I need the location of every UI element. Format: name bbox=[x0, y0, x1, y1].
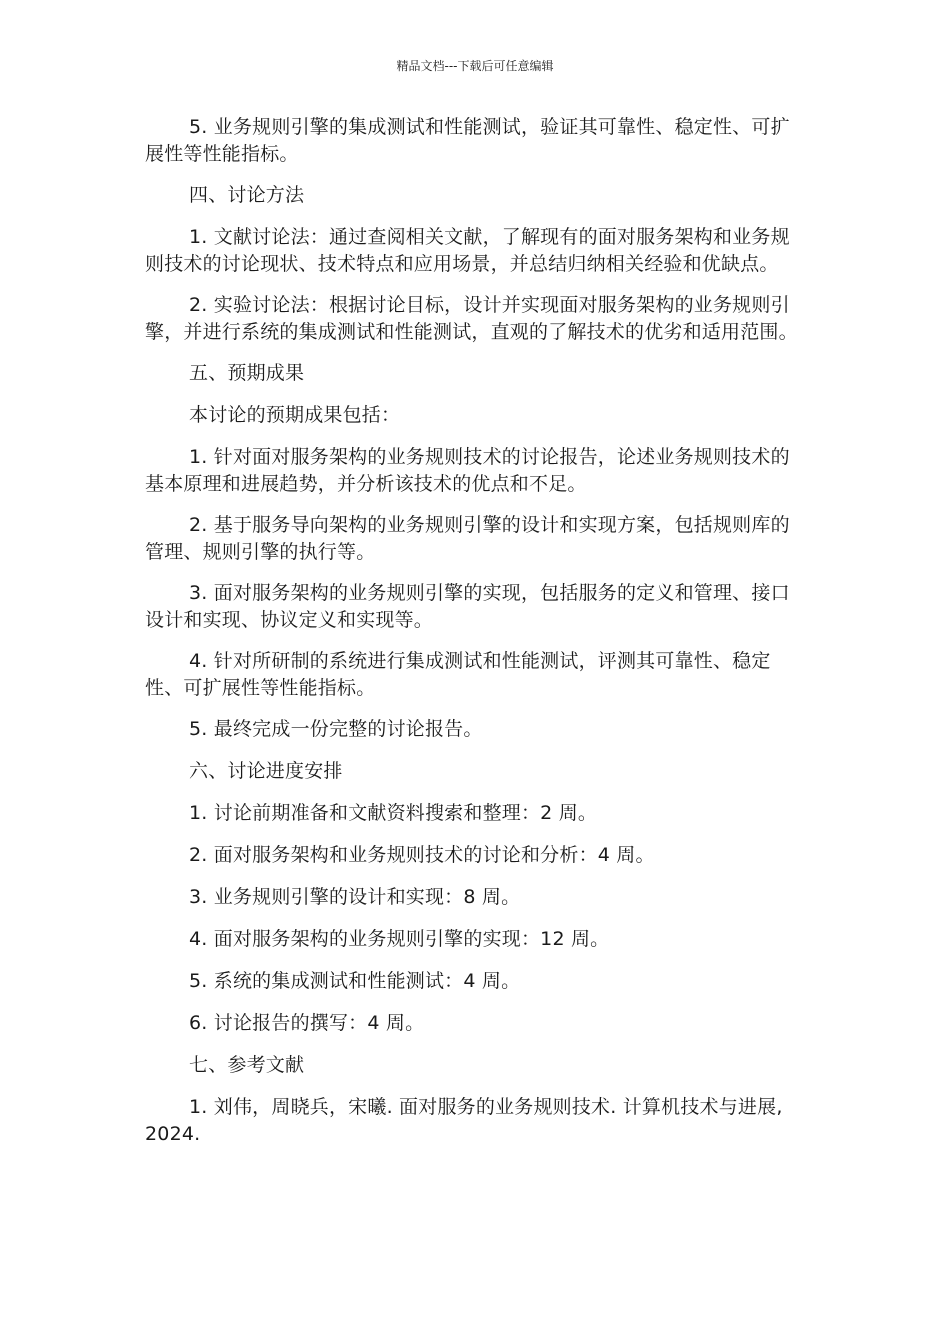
section-heading: 七、参考文献 bbox=[189, 1054, 305, 1076]
paragraph: 2. 基于服务导向架构的业务规则引擎的设计和实现方案，包括规则库的管理、规则引擎的执行等。 bbox=[145, 514, 790, 563]
list-item: 2. 面对服务架构和业务规则技术的讨论和分析：4 周。 bbox=[189, 844, 655, 866]
paragraph: 本讨论的预期成果包括： bbox=[189, 404, 401, 426]
list-item: 3. 业务规则引擎的设计和实现：8 周。 bbox=[189, 886, 521, 908]
section-heading: 四、讨论方法 bbox=[189, 184, 305, 206]
page-header: 精品文档---下载后可任意编辑 bbox=[396, 59, 554, 73]
list-item: 1. 讨论前期准备和文献资料搜索和整理：2 周。 bbox=[189, 802, 598, 824]
paragraph: 3. 面对服务架构的业务规则引擎的实现，包括服务的定义和管理、接口设计和实现、协议定义和实现等。 bbox=[145, 582, 790, 631]
section-heading: 五、预期成果 bbox=[189, 362, 305, 384]
reference-item: 1. 刘伟，周晓兵，宋曦. 面对服务的业务规则技术. 计算机技术与进展, 2024. bbox=[145, 1096, 783, 1145]
paragraph: 1. 文献讨论法：通过查阅相关文献，了解现有的面对服务架构和业务规则技术的讨论现状、技术特点和应用场景，并总结归纳相关经验和优缺点。 bbox=[145, 226, 790, 275]
paragraph: 1. 针对面对服务架构的业务规则技术的讨论报告，论述业务规则技术的基本原理和进展趋势，并分析该技术的优点和不足。 bbox=[145, 446, 790, 495]
list-item: 6. 讨论报告的撰写：4 周。 bbox=[189, 1012, 425, 1034]
paragraph: 5. 最终完成一份完整的讨论报告。 bbox=[189, 718, 483, 740]
paragraph: 2. 实验讨论法：根据讨论目标，设计并实现面对服务架构的业务规则引擎，并进行系统的集成测试和性能测试，直观的了解技术的优劣和适用范围。 bbox=[145, 294, 798, 343]
list-item: 5. 系统的集成测试和性能测试：4 周。 bbox=[189, 970, 521, 992]
section-heading: 六、讨论进度安排 bbox=[189, 760, 343, 782]
list-item: 4. 面对服务架构的业务规则引擎的实现：12 周。 bbox=[189, 928, 610, 950]
document-body bbox=[145, 114, 807, 1162]
paragraph: 4. 针对所研制的系统进行集成测试和性能测试，评测其可靠性、稳定性、可扩展性等性能指标。 bbox=[145, 650, 771, 699]
paragraph: 5. 业务规则引擎的集成测试和性能测试，验证其可靠性、稳定性、可扩展性等性能指标。 bbox=[145, 116, 790, 165]
